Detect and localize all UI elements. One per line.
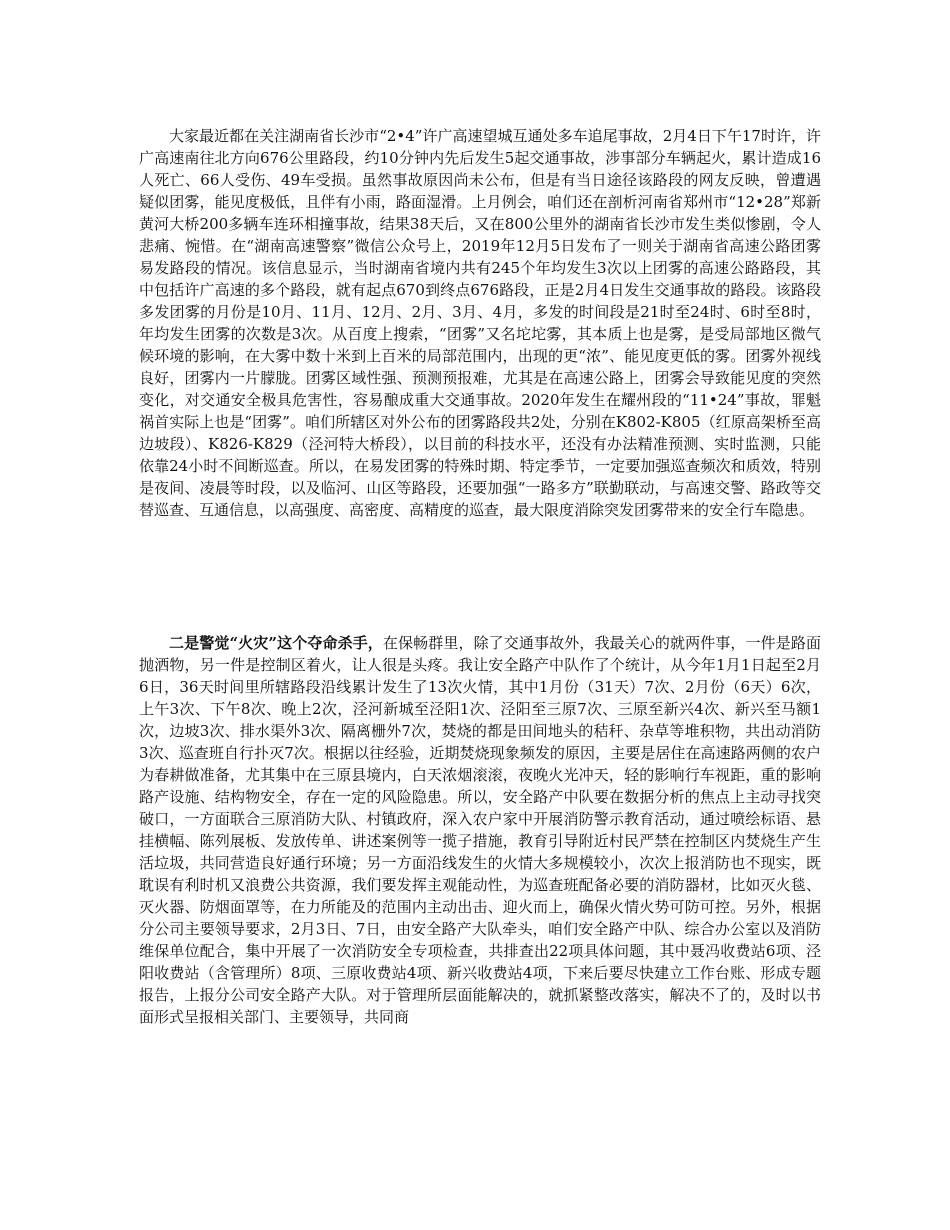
paragraph-fog-accident [139, 125, 821, 521]
paragraph-body: 在保畅群里，除了交通事故外，我最关心的就两件事，一件是路面抛洒物，另一件是控制区着火，让人很是头疼。我让安全路产中队作了个统计，从今年1月1日起至2月6日，36天时间里所辖路段沿线累计发生了13次火情，其中1月份（31天）7次、2月份（6天）6次，上午3次、下午8次、晚上2次，泾河新城至泾阳1次、泾阳至三原7次、三原至新兴4次、新兴至马额1次，边坡3次、排水渠外3次、隔离栅外7次，焚烧的都是田间地头的秸秆、杂草等堆积物，共出动消防3次、巡查班自行扑灭7次。根据以往经验，近期焚烧现象频发的原因，主要是居住在高速路两侧的农户为春耕做准备，尤其集中在三原县境内，白天浓烟滚滚，夜晚火光冲天，轻的影响行车视距，重的影响路产设施、结构物安全，存在一定的风险隐患。所以，安全路产中队要在数据分析的焦点上主动寻找突破口，一方面联合三原消防大队、村镇政府，深入农户家中开展消防警示教育活动，通过喷绘标语、悬挂横幅、陈列展板、发放传单、讲述案例等一揽子措施，教育引导附近村民严禁在控制区内焚烧生产生活垃圾，共同营造良好通行环境；另一方面沿线发生的火情大多规模较小，次次上报消防也不现实，既耽误有利时机又浪费公共资源，我们要发挥主观能动性，为巡查班配备必要的消防器材，比如灭火毯、灭火器、防烟面罩等，在力所能及的范围内主动出击、迎火而上，确保火情火势可防可控。另外，根据分公司主要领导要求，2月3日、7日，由安全路产大队牵头，咱们安全路产中队、综合办公室以及消防维保单位配合，集中开展了一次消防安全专项检查，共排查出22项具体问题，其中聂冯收费站6项、泾阳收费站（含管理所）8项、三原收费站4项、新兴收费站4项，下来后要尽快建立工作台账、形成专题报告，上报分公司安全路产大队。对于管理所层面能解决的，就抓紧整改落实，解决不了的，及时以书面形式呈报相关部门、主要领导，共同商 [139, 634, 821, 1026]
paragraph-lead-heading: 二是警觉“火灾”这个夺命杀手， [169, 634, 383, 652]
paragraph-fire-hazard [139, 632, 821, 1028]
paragraph-body: 大家最近都在关注湖南省长沙市“2•4”许广高速望城互通处多车追尾事故，2月4日下午17时许，许广高速南往北方向676公里路段，约10分钟内先后发生5起交通事故，涉事部分车辆起火，累计造成16人死亡、66人受伤、49车受损。虽然事故原因尚未公布，但是有当日途径该路段的网友反映，曾遭遇疑似团雾，能见度极低，且伴有小雨，路面湿滑。上月例会，咱们还在剖析河南省郑州市“12•28”郑新黄河大桥200多辆车连环相撞事故，结果38天后，又在800公里外的湖南省长沙市发生类似惨剧，令人悲痛、惋惜。在“湖南高速警察”微信公众号上，2019年12月5日发布了一则关于湖南省高速公路团雾易发路段的情况。该信息显示，当时湖南省境内共有245个年均发生3次以上团雾的高速公路路段，其中包括许广高速的多个路段，就有起点670到终点676路段，正是2月4日发生交通事故的路段。该路段多发团雾的月份是10月、11月、12月、2月、3月、4月，多发的时间段是21时至24时、6时至8时，年均发生团雾的次数是3次。从百度上搜索，“团雾”又名坨坨雾，其本质上也是雾，是受局部地区微气候环境的影响，在大雾中数十米到上百米的局部范围内，出现的更“浓”、能见度更低的雾。团雾外视线良好，团雾内一片朦胧。团雾区域性强、预测预报难，尤其是在高速公路上，团雾会导致能见度的突然变化，对交通安全极具危害性，容易酿成重大交通事故。2020年发生在耀州段的“11•24”事故，罪魁祸首实际上也是“团雾”。咱们所辖区对外公布的团雾路段共2处，分别在K802-K805（红原高架桥至高边坡段）、K826-K829（泾河特大桥段），以目前的科技水平，还没有办法精准预测、实时监测，只能依靠24小时不间断巡查。所以，在易发团雾的特殊时期、特定季节，一定要加强巡查频次和质效，特别是夜间、凌晨等时段，以及临河、山区等路段，还要加强“一路多方”联勤联动，与高速交警、路政等交替巡查、互通信息，以高强度、高密度、高精度的巡查，最大限度消除突发团雾带来的安全行车隐患。 [139, 127, 821, 519]
